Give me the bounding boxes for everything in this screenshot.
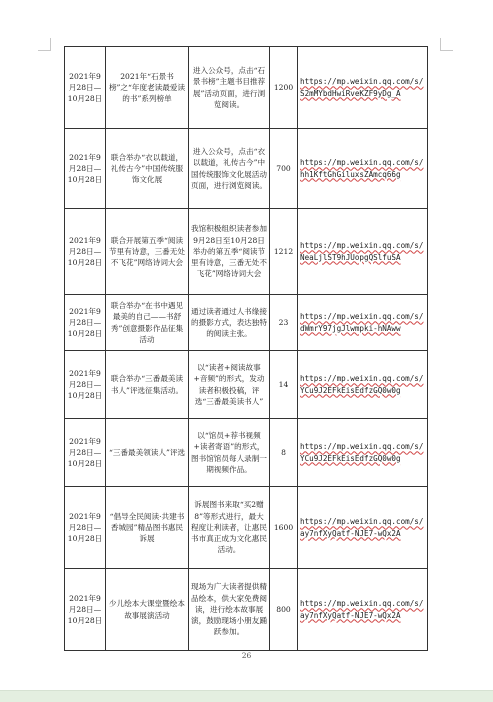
article-link[interactable]: https://mp.weixin.qq.com/s/hh1KftGhGiluxsZAmcq66g bbox=[300, 158, 424, 179]
description-cell: 以“馆员+荐书视频+读者寄语”的形式，图书馆馆员每人录制一期视频作品。 bbox=[189, 419, 270, 487]
link-cell[interactable] bbox=[298, 47, 428, 129]
table-row bbox=[65, 419, 428, 487]
participant-count-cell: 23 bbox=[270, 295, 298, 351]
participant-count-cell: 1200 bbox=[270, 47, 298, 129]
participant-count-cell: 14 bbox=[270, 351, 298, 419]
table-row bbox=[65, 209, 428, 295]
activity-table bbox=[64, 46, 428, 651]
activity-name-cell: 联合举办“三番最美读书人”评选征集活动。 bbox=[106, 351, 189, 419]
activity-name-cell: 联合举办“在书中遇见最美的自己——书舒秀”创意摄影作品征集活动 bbox=[106, 295, 189, 351]
footer-band bbox=[0, 690, 493, 702]
activity-name-cell: 少儿绘本大课堂暨绘本故事展演活动 bbox=[106, 569, 189, 651]
article-link[interactable]: https://mp.weixin.qq.com/s/YCu9J2EFkEisEdfzGQ0w0g bbox=[300, 374, 424, 395]
date-cell: 2021年9月28日—10月28日 bbox=[65, 487, 106, 569]
activity-name-cell: 2021年“石景书榜”之“年度老读最爱读的书”系列榜单 bbox=[106, 47, 189, 129]
activity-name-cell: “三番最美领读人”评选 bbox=[106, 419, 189, 487]
activity-name-cell: 联合举办“衣以载道，礼传古今”中国传统服饰文化展 bbox=[106, 129, 189, 209]
article-link[interactable]: https://mp.weixin.qq.com/s/dWmrY97jgJlwmpki-hNAww bbox=[300, 312, 424, 333]
link-cell[interactable] bbox=[298, 569, 428, 651]
page-number: 26 bbox=[241, 651, 252, 660]
table-row bbox=[65, 569, 428, 651]
description-cell: 通过读者通过人书缘接的摄影方式，表达独特的阅读主张。 bbox=[189, 295, 270, 351]
link-cell[interactable] bbox=[298, 209, 428, 295]
description-cell: 诉展图书来取“买2赠8”等形式进行，最大程度让利读者，让惠民书市真正成为文化惠民活动。 bbox=[189, 487, 270, 569]
date-cell: 2021年9月28日—10月28日 bbox=[65, 569, 106, 651]
link-cell[interactable] bbox=[298, 487, 428, 569]
table-row bbox=[65, 351, 428, 419]
participant-count-cell: 1600 bbox=[270, 487, 298, 569]
description-cell: 现场为广大读者提供精品绘本，供大家免费阅读，进行绘本故事展演，鼓励现场小朋友踊跃参加。 bbox=[189, 569, 270, 651]
link-cell[interactable] bbox=[298, 295, 428, 351]
table-row bbox=[65, 487, 428, 569]
article-link[interactable]: https://mp.weixin.qq.com/s/ay7nfXyQatf-NJE7-wQx2A bbox=[300, 517, 424, 538]
description-cell: 我馆积极组织读者参加9月28日至10月28日举办的第五季“阅读节里有诗意，三番无处不飞花”网络诗词大会 bbox=[189, 209, 270, 295]
description-cell: 进入公众号，点击“石景书榜”主题书目推荐展”活动页面，进行浏览阅读。 bbox=[189, 47, 270, 129]
date-cell: 2021年9月28日—10月28日 bbox=[65, 47, 106, 129]
link-cell[interactable] bbox=[298, 129, 428, 209]
participant-count-cell: 8 bbox=[270, 419, 298, 487]
date-cell: 2021年9月28日—10月28日 bbox=[65, 351, 106, 419]
table-row bbox=[65, 295, 428, 351]
link-cell[interactable] bbox=[298, 351, 428, 419]
activity-name-cell: “倡导全民阅读·共建书香城园”精品图书惠民诉展 bbox=[106, 487, 189, 569]
article-link[interactable]: https://mp.weixin.qq.com/s/NeaLjlST9hJUopgQSlfuSA bbox=[300, 241, 424, 262]
date-cell: 2021年9月28日—10月28日 bbox=[65, 129, 106, 209]
participant-count-cell: 700 bbox=[270, 129, 298, 209]
table-row bbox=[65, 47, 428, 129]
description-cell: 进入公众号，点击“衣以载道，礼传古今”中国传统服饰文化展活动页面，进行浏览阅读。 bbox=[189, 129, 270, 209]
crop-mark-top-right bbox=[440, 38, 453, 51]
article-link[interactable]: https://mp.weixin.qq.com/s/YCu9J2EFkEisEdfzGQ0w0g bbox=[300, 442, 424, 463]
link-cell[interactable] bbox=[298, 419, 428, 487]
participant-count-cell: 800 bbox=[270, 569, 298, 651]
article-link[interactable]: https://mp.weixin.qq.com/s/S2mMYbdHwiRveKZF9yDg_A bbox=[300, 77, 424, 98]
activity-name-cell: 联合开展第五季“阅读节里有诗意，三番无处不飞花”网络诗词大会 bbox=[106, 209, 189, 295]
table-row bbox=[65, 129, 428, 209]
description-cell: 以“读者+阅读故事+音频”的形式，发动读者积极投稿，评选“三番最美读书人” bbox=[189, 351, 270, 419]
date-cell: 2021年9月28日—10月28日 bbox=[65, 419, 106, 487]
date-cell: 2021年9月28日—10月28日 bbox=[65, 295, 106, 351]
date-cell: 2021年9月28日—10月28日 bbox=[65, 209, 106, 295]
crop-mark-top-left bbox=[38, 38, 51, 51]
participant-count-cell: 1212 bbox=[270, 209, 298, 295]
article-link[interactable]: https://mp.weixin.qq.com/s/ay7nfXyQatf-NJE7-wQx2A bbox=[300, 599, 424, 620]
